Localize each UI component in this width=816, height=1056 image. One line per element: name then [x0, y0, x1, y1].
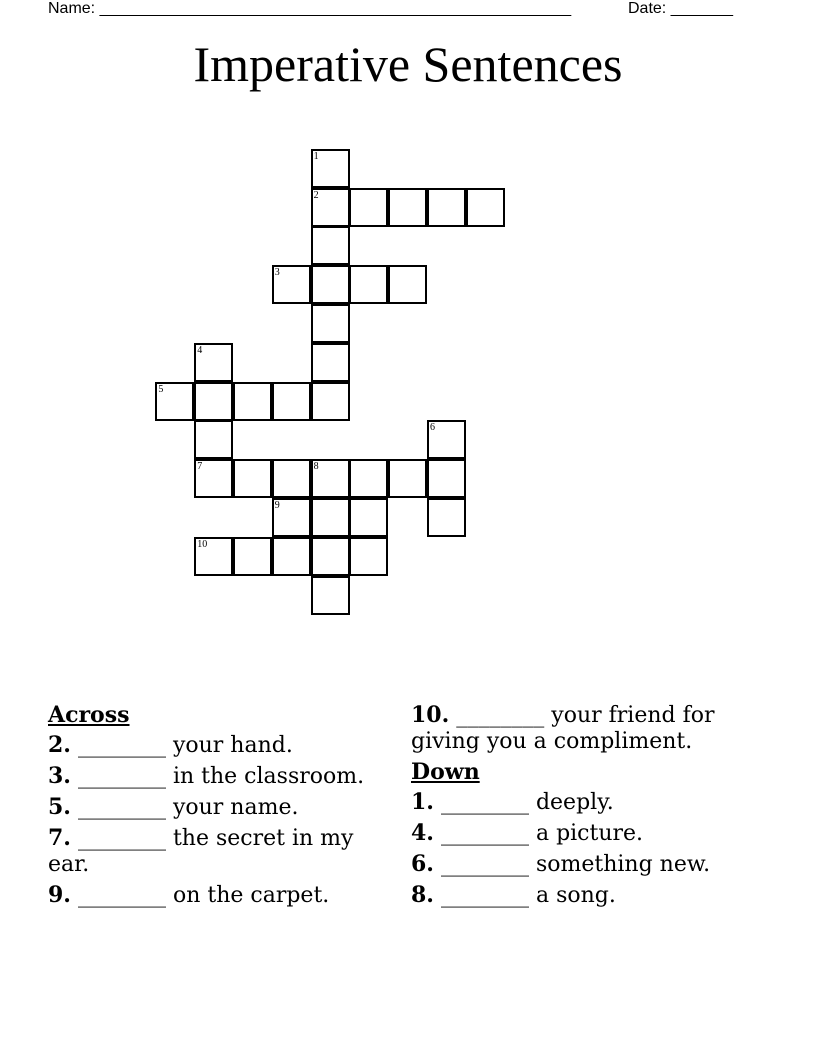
crossword-cell[interactable]: [427, 459, 466, 498]
crossword-cell[interactable]: [466, 188, 505, 227]
crossword-cell[interactable]: [233, 459, 272, 498]
clue-text: ________ the secret in my ear.: [48, 826, 354, 877]
clue-number: 3.: [48, 763, 71, 789]
down-clue: [411, 789, 756, 816]
crossword-cell[interactable]: [349, 537, 388, 576]
across-clue: [48, 763, 378, 790]
clue-number: 4.: [411, 820, 434, 846]
clue-number: 1.: [411, 789, 434, 815]
across-heading: Across: [48, 702, 130, 728]
crossword-cell[interactable]: [233, 537, 272, 576]
across-clue: [48, 732, 378, 759]
across-clue: [48, 882, 378, 909]
crossword-cell[interactable]: [311, 576, 350, 615]
crossword-cell[interactable]: [272, 498, 311, 537]
cell-number: 10: [197, 538, 208, 550]
crossword-cell[interactable]: [427, 498, 466, 537]
clues-right-column: [411, 702, 761, 913]
clue-number: 10.: [411, 702, 450, 728]
cell-number: 6: [430, 422, 435, 434]
cell-number: 9: [274, 500, 280, 511]
clue-text: ________ something new.: [433, 852, 711, 877]
clue-number: 9.: [48, 882, 71, 908]
crossword-cell[interactable]: [349, 265, 388, 304]
clue-number: 2.: [48, 732, 71, 758]
crossword-cell[interactable]: [349, 188, 388, 227]
crossword-cell[interactable]: [388, 188, 427, 227]
crossword-cell[interactable]: [311, 537, 350, 576]
clue-text: ________ in the classroom.: [70, 764, 365, 789]
page-title: Imperative Sentences: [193, 36, 623, 92]
crossword-cell[interactable]: [311, 459, 350, 498]
crossword-cell[interactable]: [272, 265, 311, 304]
crossword-cell[interactable]: [427, 420, 466, 459]
crossword-cell[interactable]: [155, 382, 194, 421]
crossword-cell[interactable]: [311, 149, 350, 188]
down-clue: [411, 851, 756, 878]
crossword-cell[interactable]: [272, 537, 311, 576]
cell-number: 5: [158, 383, 164, 395]
cell-number: 4: [197, 344, 203, 356]
across-clue: [48, 794, 378, 821]
clue-number: 5.: [48, 794, 71, 820]
cell-number: 8: [313, 461, 319, 473]
clue-text: ________ deeply.: [433, 790, 614, 815]
crossword-cell[interactable]: [194, 343, 233, 382]
cell-number: 3: [274, 267, 280, 279]
clue-text: ________ on the carpet.: [70, 883, 330, 908]
crossword-cell[interactable]: [427, 188, 466, 227]
crossword-cell[interactable]: [233, 382, 272, 421]
crossword-cell[interactable]: [272, 382, 311, 421]
crossword-cell[interactable]: [349, 459, 388, 498]
crossword-cell[interactable]: [349, 498, 388, 537]
across-clue: [48, 825, 378, 878]
crossword-cell[interactable]: [311, 382, 350, 421]
crossword-cell[interactable]: [194, 420, 233, 459]
crossword-cell[interactable]: [194, 537, 233, 576]
clue-number: 8.: [411, 882, 434, 908]
clue-text: ________ your name.: [70, 795, 299, 820]
clue-text: ________ a picture.: [433, 821, 644, 846]
clues-left-column: [48, 702, 388, 913]
crossword-cell[interactable]: [311, 226, 350, 265]
crossword-cell[interactable]: [311, 498, 350, 537]
cell-number: 2: [313, 189, 319, 201]
clue-number: 6.: [411, 851, 434, 877]
down-clue: [411, 882, 756, 909]
name-field-label: Name: _____________________________________________________: [48, 0, 572, 17]
crossword-cell[interactable]: [388, 265, 427, 304]
crossword-cell[interactable]: [311, 304, 350, 343]
crossword-cell[interactable]: [311, 343, 350, 382]
crossword-cell[interactable]: [311, 265, 350, 304]
down-heading: Down: [411, 759, 480, 785]
clue-number: 7.: [48, 825, 71, 851]
clue-text: ________ your friend for giving you a compliment.: [411, 703, 715, 754]
cell-number: 7: [197, 461, 203, 473]
clue-text: ________ your hand.: [70, 733, 293, 758]
crossword-cell[interactable]: [272, 459, 311, 498]
crossword-cell[interactable]: [194, 382, 233, 421]
crossword-cell[interactable]: [388, 459, 427, 498]
across-clue: [411, 702, 756, 755]
clue-text: ________ a song.: [433, 883, 616, 908]
crossword-cell[interactable]: [194, 459, 233, 498]
cell-number: 1: [313, 150, 319, 162]
date-field-label: Date: _______: [628, 0, 733, 17]
crossword-cell[interactable]: [311, 188, 350, 227]
down-clue: [411, 820, 756, 847]
